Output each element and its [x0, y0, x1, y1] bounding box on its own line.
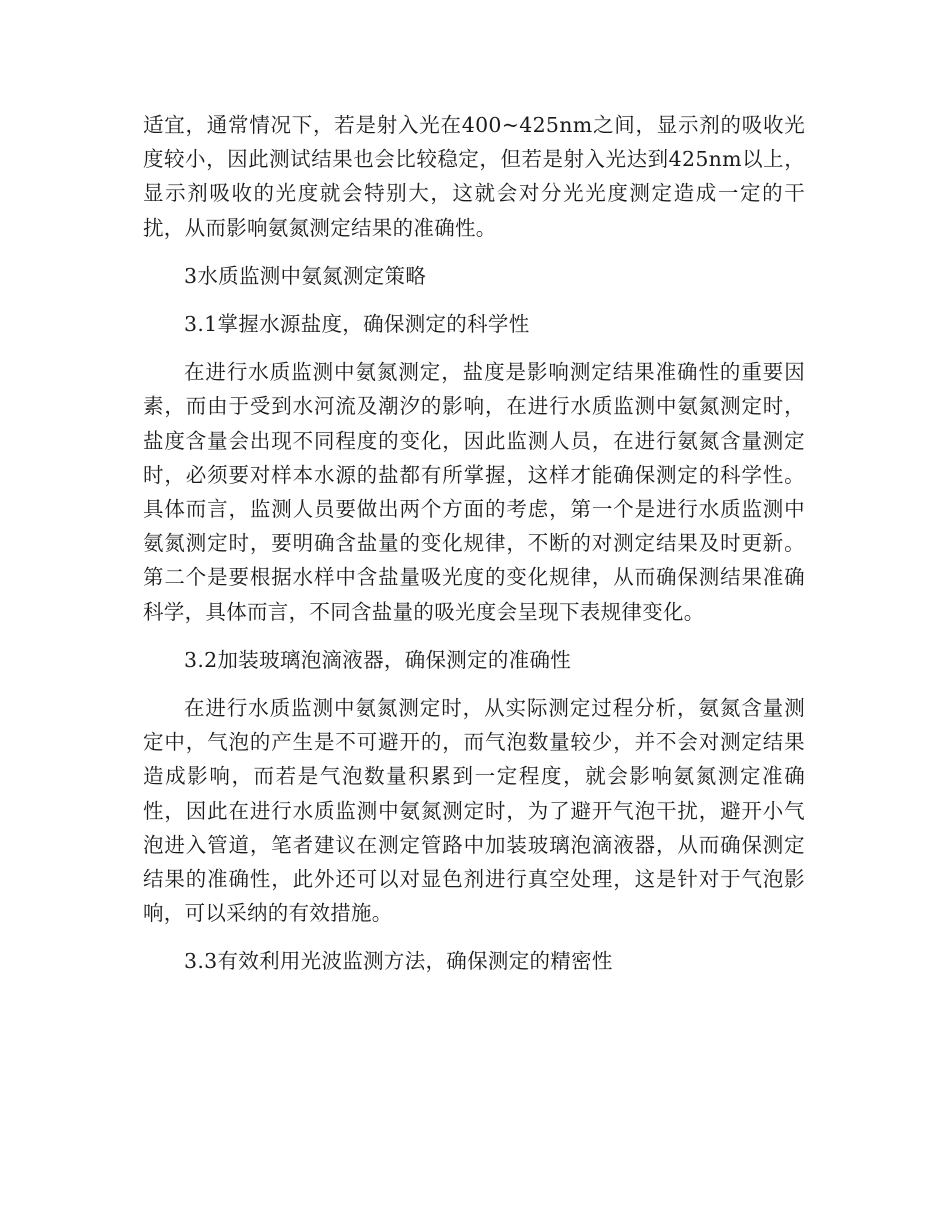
document-body: [143, 108, 805, 979]
spacer: [143, 245, 805, 259]
spacer: [143, 677, 805, 691]
section-3-heading: 3水质监测中氨氮测定策略: [184, 263, 427, 288]
section-3-1-heading: 3.1掌握水源盐度，确保测定的科学性: [184, 312, 530, 337]
section-3-1-paragraph: 在进行水质监测中氨氮测定，盐度是影响测定结果准确性的重要因素，而由于受到水河流及潮汐的影响，在进行水质监测中氨氮测定时，盐度含量会出现不同程度的变化，因此监测人员，在进行氨氮含量测定时，必须要对样本水源的盐都有所掌握，这样才能确保测定的科学性。具体而言，监测人员要做出两个方面的考虑，第一个是进行水质监测中氨氮测定时，要明确含盐量的变化规律，不断的对测定结果及时更新。第二个是要根据水样中含盐量吸光度的变化规律，从而确保测结果准确科学，具体而言，不同含盐量的吸光度会呈现下表规律变化。: [143, 360, 805, 624]
spacer: [143, 629, 805, 643]
spacer: [143, 341, 805, 355]
section-3-2-paragraph: 在进行水质监测中氨氮测定时，从实际测定过程分析，氨氮含量测定中，气泡的产生是不可避开的，而气泡数量较少，并不会对测定结果造成影响，而若是气泡数量积累到一定程度，就会影响氨氮测定准确性，因此在进行水质监测中氨氮测定时，为了避开气泡干扰，避开小气泡进入管道，笔者建议在测定管路中加装玻璃泡滴液器，从而确保测定结果的准确性，此外还可以对显色剂进行真空处理，这是针对于气泡影响，可以采纳的有效措施。: [143, 696, 805, 926]
section-3-2-heading: 3.2加装玻璃泡滴液器，确保测定的准确性: [184, 647, 572, 672]
spacer: [143, 930, 805, 944]
spacer: [143, 293, 805, 307]
section-3-3-heading: 3.3有效利用光波监测方法，确保测定的精密性: [184, 949, 613, 974]
intro-paragraph: 适宜，通常情况下，若是射入光在400~425nm之间，显示剂的吸收光度较小，因此测试结果也会比较稳定，但若是射入光达到425nm以上，显示剂吸收的光度就会特别大，这就会对分光光度测定造成一定的干扰，从而影响氨氮测定结果的准确性。: [143, 113, 805, 240]
